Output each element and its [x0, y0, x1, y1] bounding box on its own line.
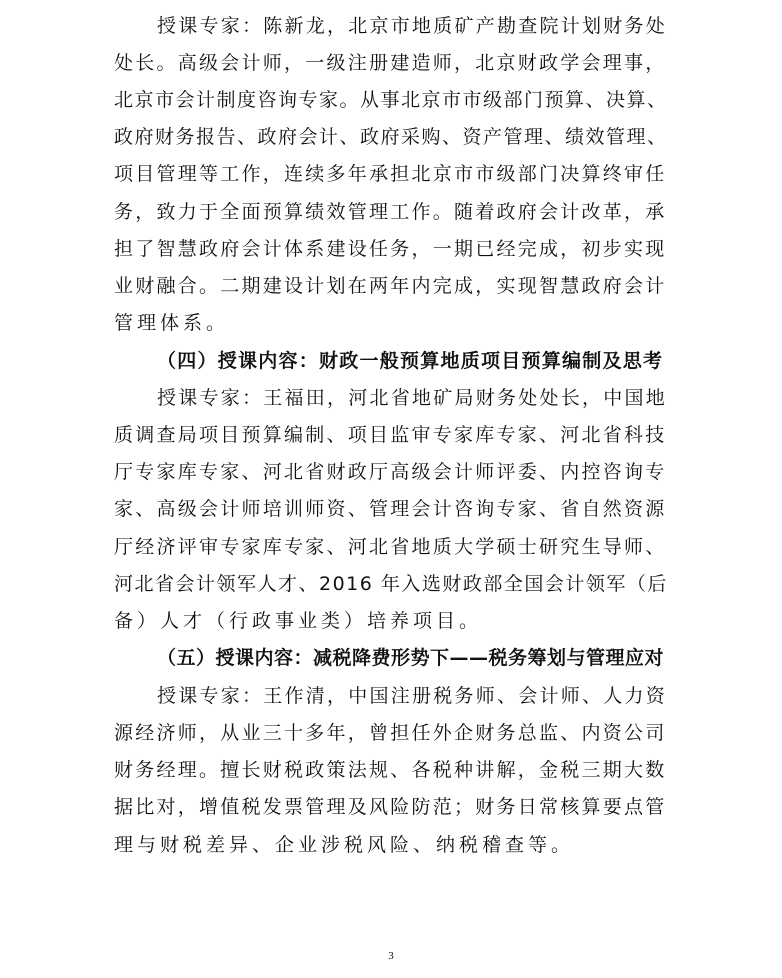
text-line: 质调查局项目预算编制、项目监审专家库专家、河北省科技	[114, 424, 667, 446]
section-heading-5: （五）授课内容：减税降费形势下——税务筹划与管理应对	[157, 647, 665, 669]
text-line: 授课专家：陈新龙，北京市地质矿产勘查院计划财务处	[157, 15, 668, 37]
text-line: 担了智慧政府会计体系建设任务，一期已经完成，初步实现	[114, 238, 667, 260]
text-line: 政府财务报告、政府会计、政府采购、资产管理、绩效管理、	[114, 126, 668, 148]
text-line: 源经济师，从业三十多年，曾担任外企财务总监、内资公司	[114, 722, 667, 744]
text-line: 厅经济评审专家库专家、河北省地质大学硕士研究生导师、	[114, 536, 667, 558]
text-line: 理与财税差异、企业涉税风险、纳税稽查等。	[114, 834, 575, 856]
text-line: 授课专家：王福田，河北省地矿局财务处处长，中国地	[157, 387, 668, 409]
section-heading-4: （四）授课内容：财政一般预算地质项目预算编制及思考	[157, 350, 664, 372]
text-line: 备）人才（行政事业类）培养项目。	[114, 610, 483, 632]
text-line: 业财融合。二期建设计划在两年内完成，实现智慧政府会计	[114, 275, 667, 297]
page-number: 3	[388, 950, 394, 962]
text-line: 北京市会计制度咨询专家。从事北京市市级部门预算、决算、	[114, 89, 668, 111]
text-line: 项目管理等工作，连续多年承担北京市市级部门决算终审任	[114, 163, 667, 185]
text-line: 据比对，增值税发票管理及风险防范；财务日常核算要点管	[114, 796, 667, 818]
text-line: 管理体系。	[114, 312, 230, 334]
text-line: 厅专家库专家、河北省财政厅高级会计师评委、内控咨询专	[114, 461, 667, 483]
text-line: 务，致力于全面预算绩效管理工作。随着政府会计改革，承	[114, 201, 667, 223]
text-line: 处长。高级会计师，一级注册建造师，北京财政学会理事，	[114, 52, 667, 74]
text-line: 授课专家：王作清，中国注册税务师、会计师、人力资	[157, 685, 668, 707]
text-line: 家、高级会计师培训师资、管理会计咨询专家、省自然资源	[114, 498, 667, 520]
text-line: 河北省会计领军人才、2016 年入选财政部全国会计领军（后	[114, 573, 668, 595]
text-line: 财务经理。擅长财税政策法规、各税种讲解，金税三期大数	[114, 759, 667, 781]
